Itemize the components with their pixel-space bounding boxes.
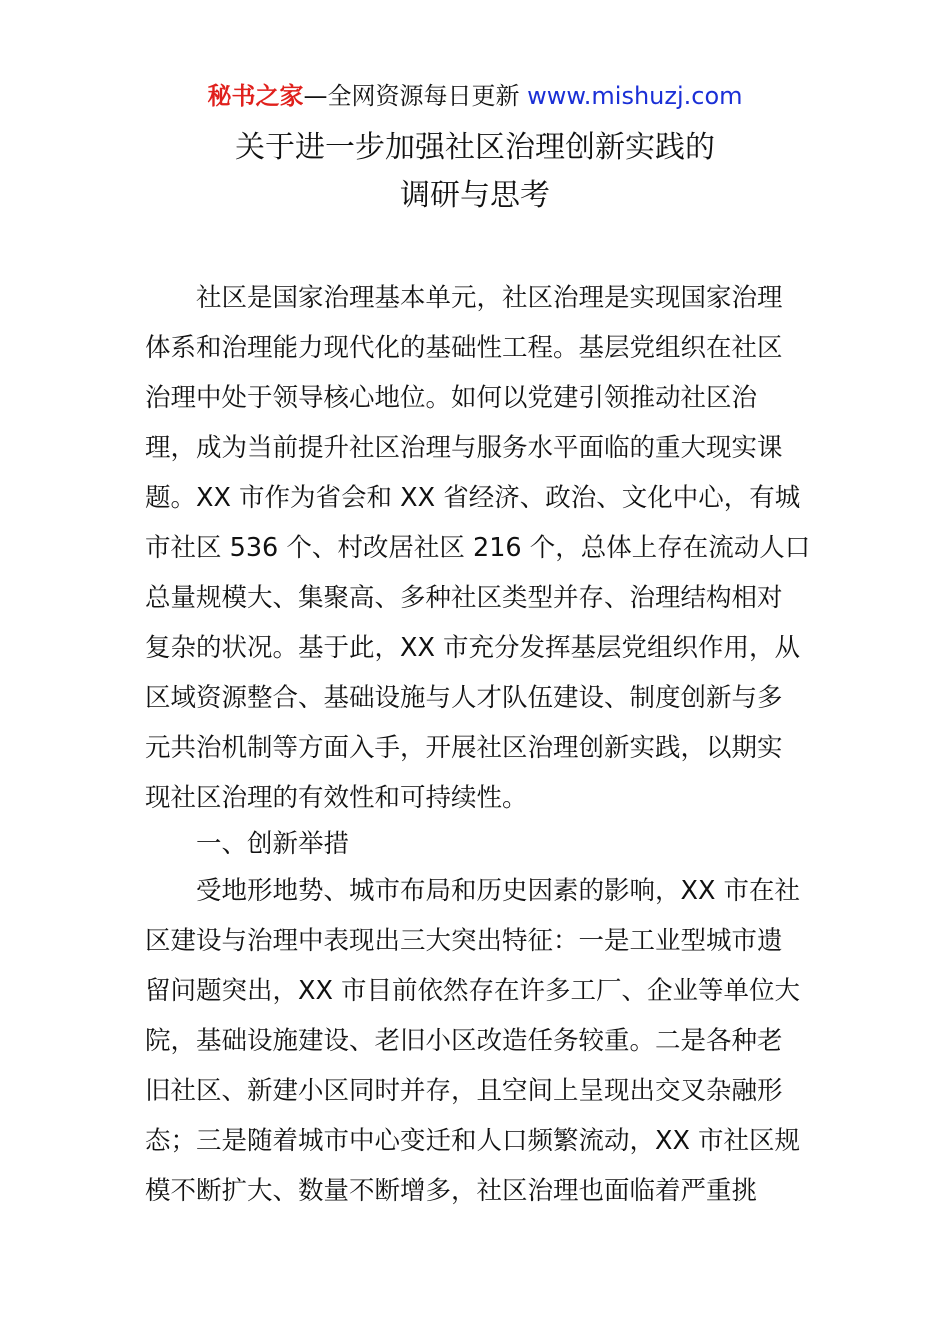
section-heading: 一、创新举措 [196,829,350,859]
paragraph-line: 旧社区、新建小区同时并存，且空间上呈现出交叉杂融形 [145,1076,783,1106]
paragraph-line: 复杂的状况。基于此，XX 市充分发挥基层党组织作用，从 [145,633,801,663]
paragraph-line: 现社区治理的有效性和可持续性。 [145,783,528,813]
paragraph-line: 留问题突出，XX 市目前依然存在许多工厂、企业等单位大 [145,976,801,1006]
paragraph-line: 元共治机制等方面入手，开展社区治理创新实践，以期实 [145,733,783,763]
paragraph-line: 理，成为当前提升社区治理与服务水平面临的重大现实课 [145,433,783,463]
paragraph-line: 区域资源整合、基础设施与人才队伍建设、制度创新与多 [145,683,783,713]
site-header [0,80,950,112]
paragraph-line: 题。XX 市作为省会和 XX 省经济、政治、文化中心，有城 [145,483,801,513]
paragraph-line: 市社区 536 个、村改居社区 216 个，总体上存在流动人口 [145,533,811,563]
paragraph-line: 体系和治理能力现代化的基础性工程。基层党组织在社区 [145,333,783,363]
document-title-line-2: 调研与思考 [400,178,550,213]
paragraph-line: 治理中处于领导核心地位。如何以党建引领推动社区治 [145,383,758,413]
paragraph-line: 区建设与治理中表现出三大突出特征：一是工业型城市遗 [145,926,783,956]
paragraph-line: 总量规模大、集聚高、多种社区类型并存、治理结构相对 [145,583,783,613]
brand-name: 秘书之家 [207,82,304,110]
paragraph-line: 院，基础设施建设、老旧小区改造任务较重。二是各种老 [145,1026,783,1056]
document-title-line-1: 关于进一步加强社区治理创新实践的 [235,130,715,165]
paragraph-line: 模不断扩大、数量不断增多，社区治理也面临着严重挑 [145,1176,758,1206]
site-url-link[interactable]: www.mishuzj.com [527,82,743,110]
site-tagline: —全网资源每日更新 [303,82,528,110]
paragraph-line: 受地形地势、城市布局和历史因素的影响，XX 市在社 [196,876,801,906]
paragraph-line: 社区是国家治理基本单元，社区治理是实现国家治理 [196,283,783,313]
paragraph-line: 态；三是随着城市中心变迁和人口频繁流动，XX 市社区规 [145,1126,801,1156]
